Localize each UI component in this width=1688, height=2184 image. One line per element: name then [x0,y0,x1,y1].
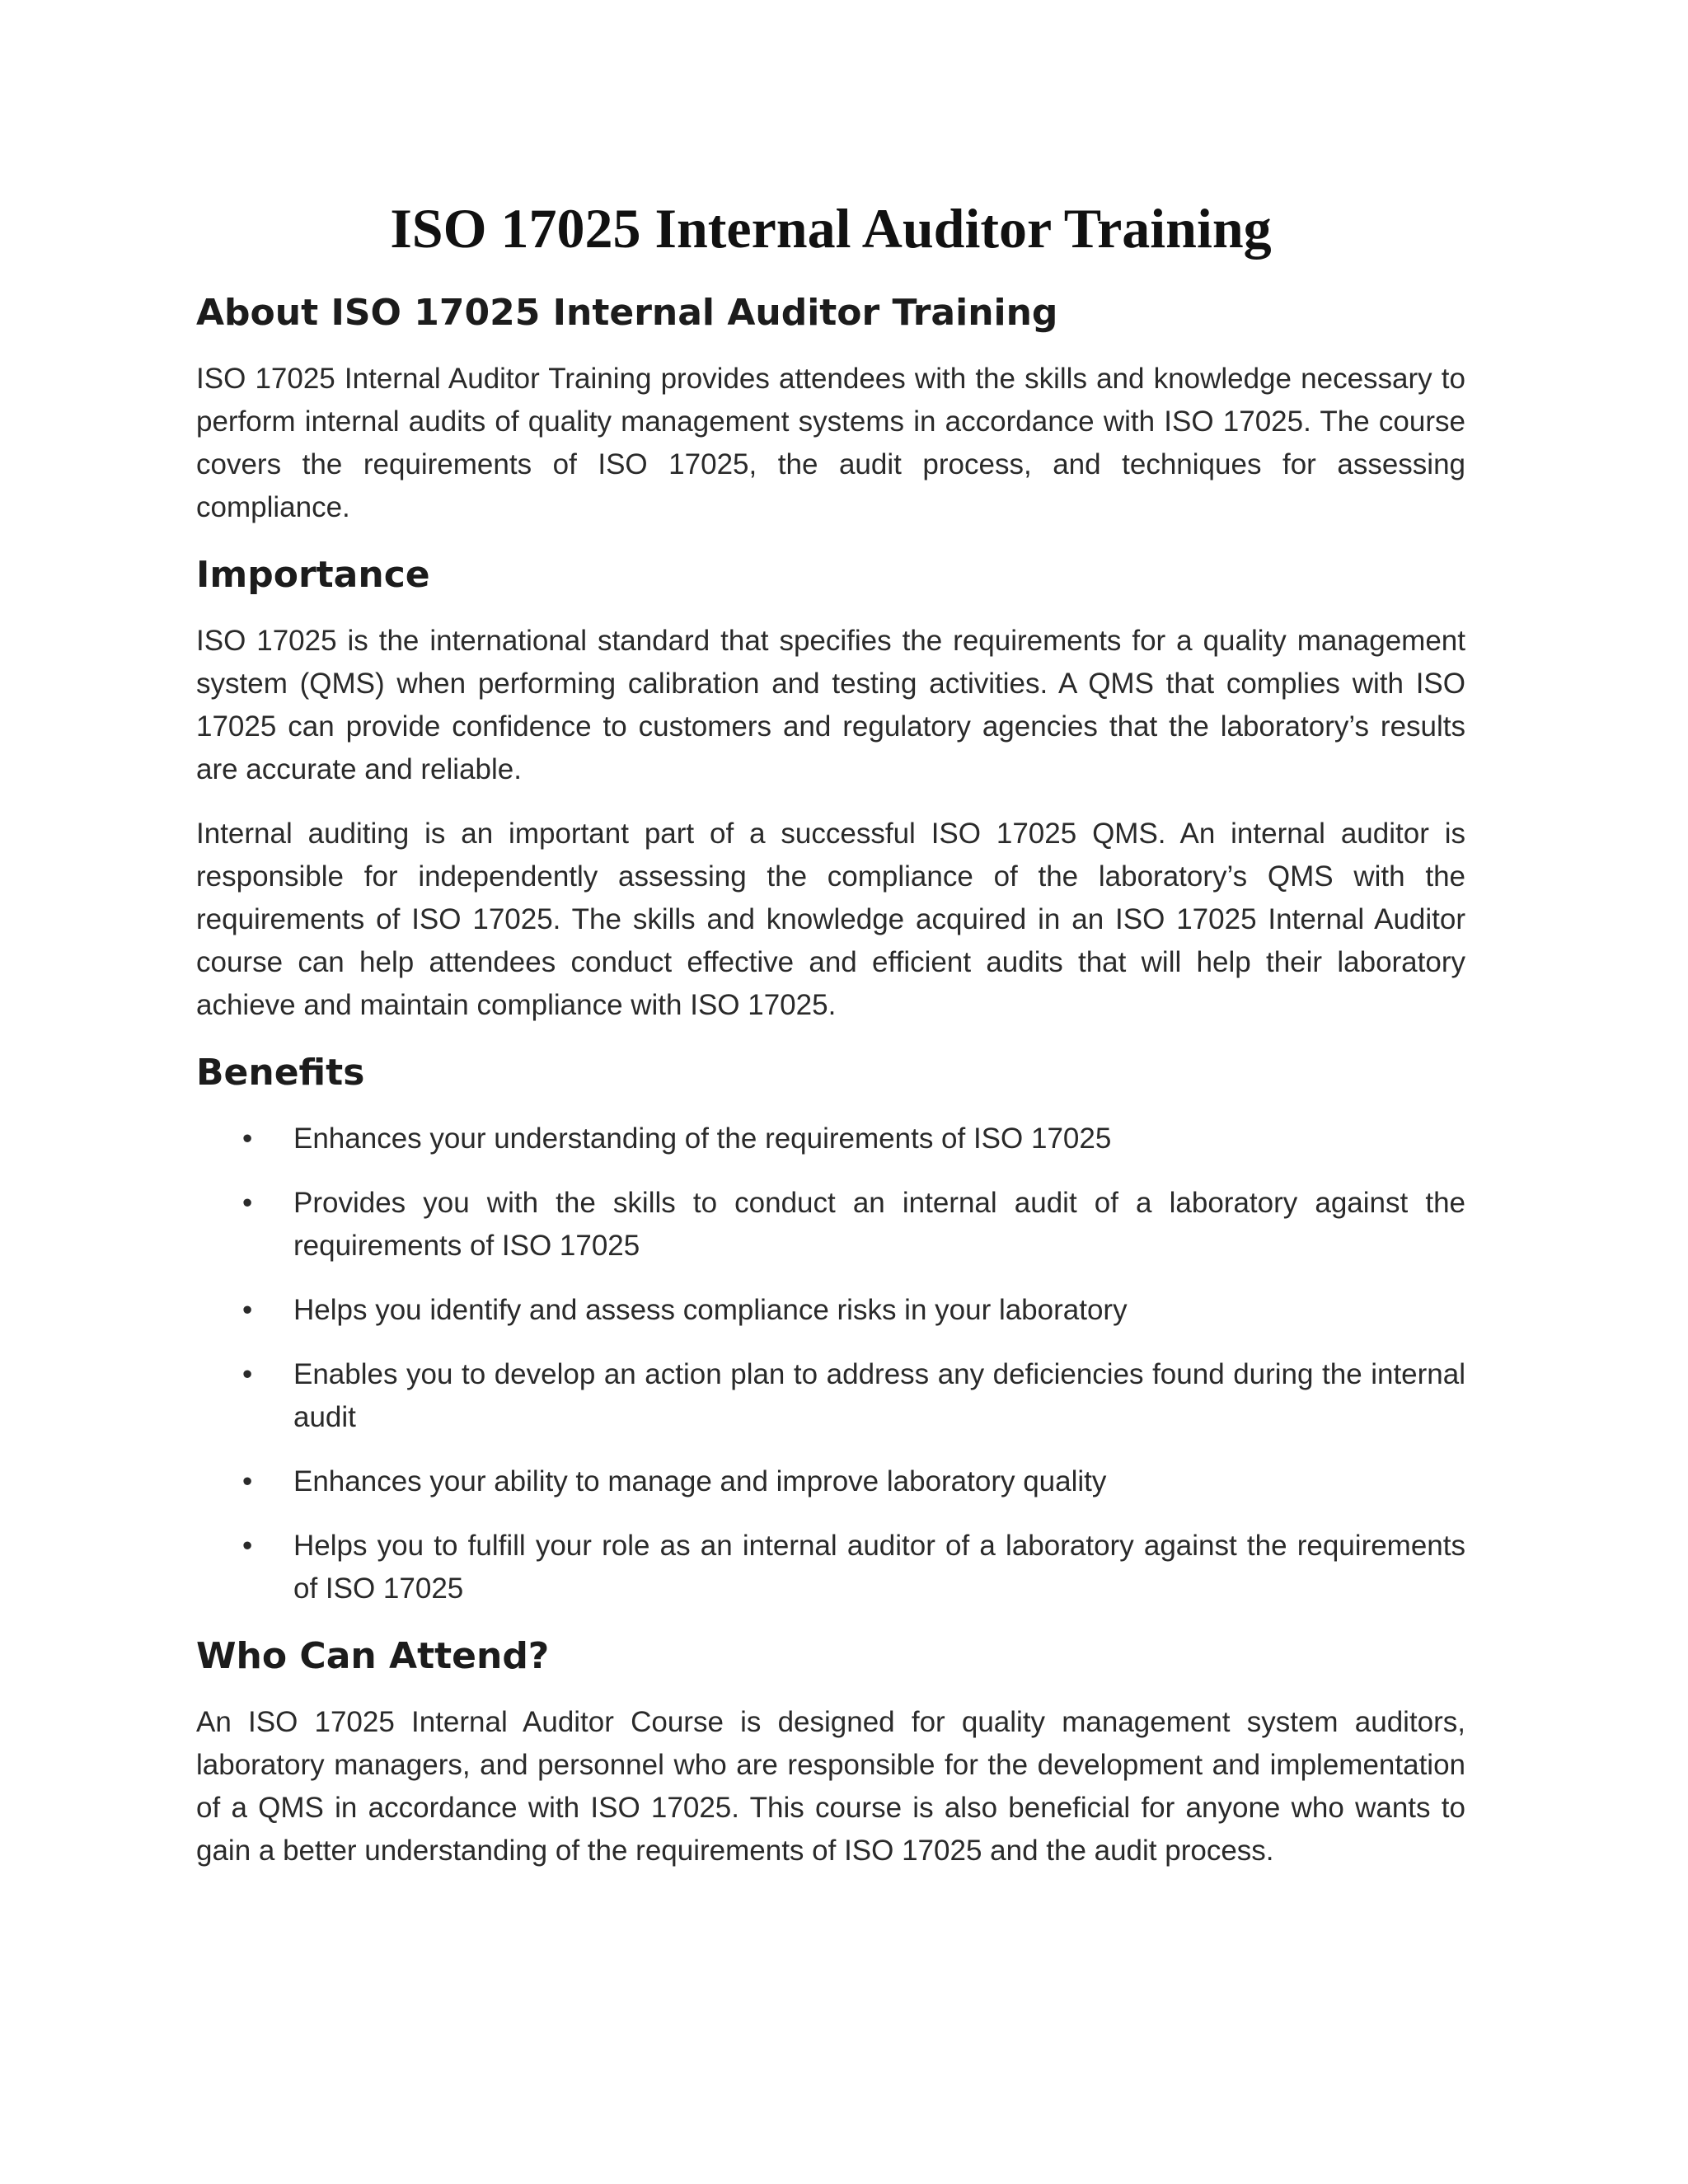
list-item-text: Helps you identify and assess compliance risks in your laboratory [293,1294,1128,1326]
section-heading-importance: Importance [196,554,430,596]
who-can-attend-paragraph: An ISO 17025 Internal Auditor Course is designed for quality management system auditors, laboratory managers, and personnel who are responsible for the development and implementation of a QMS in accordance with ISO 17025. This course is also beneficial for anyone who wants to gain a better understanding of the requirements of ISO 17025 and the audit process. [196,1706,1465,1867]
section-who-can-attend [196,1632,1465,1872]
importance-paragraph-1: ISO 17025 is the international standard that specifies the requirements for a quality management system (QMS) when performing calibration and testing activities. A QMS that complies with ISO 17025 can provide confidence to customers and regulatory agencies that the laboratory’s results are accurate and reliable. [196,625,1465,785]
bullet-icon: • [242,1358,253,1390]
list-item-text: Enhances your ability to manage and improve laboratory quality [293,1465,1107,1497]
list-item-text: Enhances your understanding of the requirements of ISO 17025 [293,1122,1112,1155]
bullet-icon: • [242,1294,253,1326]
section-heading-benefits: Benefits [196,1052,365,1094]
document-title: ISO 17025 Internal Auditor Training [390,197,1272,260]
section-benefits [196,1048,1465,1610]
importance-paragraph-2: Internal auditing is an important part of a successful ISO 17025 QMS. An internal auditor is responsible for independently assessing the compliance of the laboratory’s QMS with the requirements of ISO 17025. The skills and knowledge acquired in an ISO 17025 Internal Auditor course can help attendees conduct effective and efficient audits that will help their laboratory achieve and maintain compliance with ISO 17025. [196,818,1465,1021]
list-item-text: Helps you to fulfill your role as an internal auditor of a laboratory against the requirements of ISO 17025 [293,1530,1465,1605]
list-item [196,1289,1465,1332]
list-item-text: Provides you with the skills to conduct an internal audit of a laboratory against the requirements of ISO 17025 [293,1187,1465,1262]
list-item-text: Enables you to develop an action plan to address any deficiencies found during the internal audit [293,1358,1465,1433]
about-paragraph: ISO 17025 Internal Auditor Training provides attendees with the skills and knowledge necessary to perform internal audits of quality management systems in accordance with ISO 17025. The course covers the requirements of ISO 17025, the audit process, and techniques for assessing compliance. [196,363,1465,523]
benefits-list [196,1118,1465,1610]
bullet-icon: • [242,1465,253,1497]
bullet-icon: • [242,1530,253,1562]
document-page [196,191,1465,1894]
list-item [196,1353,1465,1439]
section-importance [196,551,1465,1027]
section-heading-about: About ISO 17025 Internal Auditor Training [196,292,1058,334]
list-item [196,1525,1465,1610]
section-heading-who-can-attend: Who Can Attend? [196,1635,550,1677]
section-about [196,288,1465,529]
bullet-icon: • [242,1122,253,1155]
list-item [196,1460,1465,1503]
list-item [196,1118,1465,1160]
list-item [196,1182,1465,1268]
bullet-icon: • [242,1187,253,1219]
